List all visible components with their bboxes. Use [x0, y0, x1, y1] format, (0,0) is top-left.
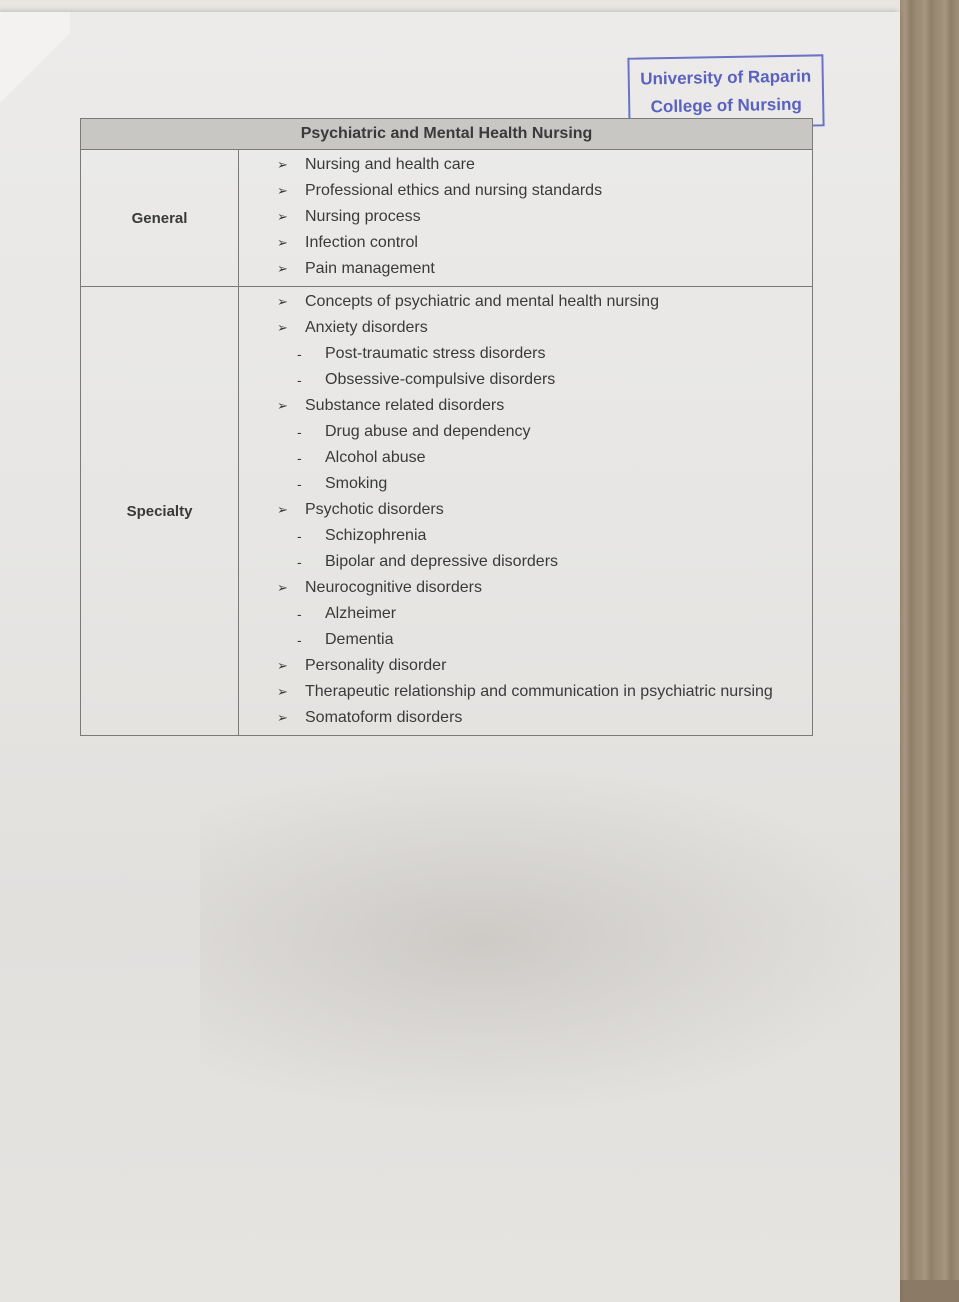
- table-title: Psychiatric and Mental Health Nursing: [81, 119, 813, 150]
- dash-bullet: -: [297, 346, 302, 362]
- topic-item: [239, 497, 812, 523]
- topic-item: [239, 256, 812, 282]
- topic-item: [239, 653, 812, 679]
- topic-item: [239, 315, 812, 341]
- category-cell: General: [81, 150, 239, 287]
- arrow-bullet-icon: ➢: [277, 261, 288, 276]
- topic-item: [239, 575, 812, 601]
- arrow-bullet-icon: ➢: [277, 502, 288, 517]
- topic-item: [239, 289, 812, 315]
- topic-text: Schizophrenia: [325, 527, 427, 544]
- stamp-line-university: University of Raparin: [640, 66, 812, 89]
- topic-text: Concepts of psychiatric and mental health nursing: [305, 293, 659, 310]
- subtopic-item: [239, 367, 812, 393]
- topic-item: [239, 230, 812, 256]
- topic-text: Smoking: [325, 475, 388, 492]
- topic-item: [239, 705, 812, 731]
- subtopic-item: [239, 627, 812, 653]
- dash-bullet: -: [297, 372, 302, 388]
- arrow-bullet-icon: ➢: [277, 684, 288, 699]
- curriculum-table: [80, 118, 813, 736]
- dash-bullet: -: [297, 424, 302, 440]
- topic-text: Alzheimer: [325, 605, 397, 622]
- arrow-bullet-icon: ➢: [277, 580, 288, 595]
- dash-bullet: -: [297, 476, 302, 492]
- stamp-line-college: College of Nursing: [650, 94, 802, 117]
- subtopic-item: [239, 419, 812, 445]
- subtopic-item: [239, 341, 812, 367]
- subtopic-item: [239, 523, 812, 549]
- topic-text: Infection control: [305, 234, 418, 251]
- topic-text: Therapeutic relationship and communication in psychiatric nursing: [305, 683, 773, 700]
- topic-text: Obsessive-compulsive disorders: [325, 371, 556, 388]
- topic-text: Professional ethics and nursing standards: [305, 182, 603, 199]
- subtopic-item: [239, 549, 812, 575]
- arrow-bullet-icon: ➢: [277, 209, 288, 224]
- topic-text: Substance related disorders: [305, 397, 505, 414]
- page-fold: [0, 12, 70, 122]
- dash-bullet: -: [297, 450, 302, 466]
- subtopic-item: [239, 445, 812, 471]
- arrow-bullet-icon: ➢: [277, 235, 288, 250]
- arrow-bullet-icon: ➢: [277, 183, 288, 198]
- topic-text: Nursing and health care: [305, 156, 475, 173]
- topic-text: Anxiety disorders: [305, 319, 428, 336]
- table-row: [81, 150, 813, 287]
- dash-bullet: -: [297, 528, 302, 544]
- topic-text: Dementia: [325, 631, 394, 648]
- topic-text: Neurocognitive disorders: [305, 579, 482, 596]
- arrow-bullet-icon: ➢: [277, 157, 288, 172]
- topic-list: [239, 152, 812, 282]
- topic-text: Pain management: [305, 260, 435, 277]
- topic-text: Nursing process: [305, 208, 421, 225]
- table-header-row: [81, 119, 813, 150]
- arrow-bullet-icon: ➢: [277, 294, 288, 309]
- topic-text: Drug abuse and dependency: [325, 423, 531, 440]
- dash-bullet: -: [297, 554, 302, 570]
- table-row: [81, 287, 813, 736]
- topics-cell: [239, 287, 813, 736]
- category-cell: Specialty: [81, 287, 239, 736]
- topic-item: [239, 152, 812, 178]
- topic-text: Personality disorder: [305, 657, 447, 674]
- topic-item: [239, 204, 812, 230]
- topic-text: Alcohol abuse: [325, 449, 426, 466]
- arrow-bullet-icon: ➢: [277, 320, 288, 335]
- arrow-bullet-icon: ➢: [277, 710, 288, 725]
- topic-text: Bipolar and depressive disorders: [325, 553, 559, 570]
- topic-text: Post-traumatic stress disorders: [325, 345, 546, 362]
- arrow-bullet-icon: ➢: [277, 658, 288, 673]
- arrow-bullet-icon: ➢: [277, 398, 288, 413]
- topic-item: [239, 393, 812, 419]
- dash-bullet: -: [297, 632, 302, 648]
- topic-text: Psychotic disorders: [305, 501, 444, 518]
- topic-item: [239, 178, 812, 204]
- topics-cell: [239, 150, 813, 287]
- dash-bullet: -: [297, 606, 302, 622]
- subtopic-item: [239, 601, 812, 627]
- topic-item: [239, 679, 812, 705]
- topic-text: Somatoform disorders: [305, 709, 463, 726]
- subtopic-item: [239, 471, 812, 497]
- topic-list: [239, 289, 812, 731]
